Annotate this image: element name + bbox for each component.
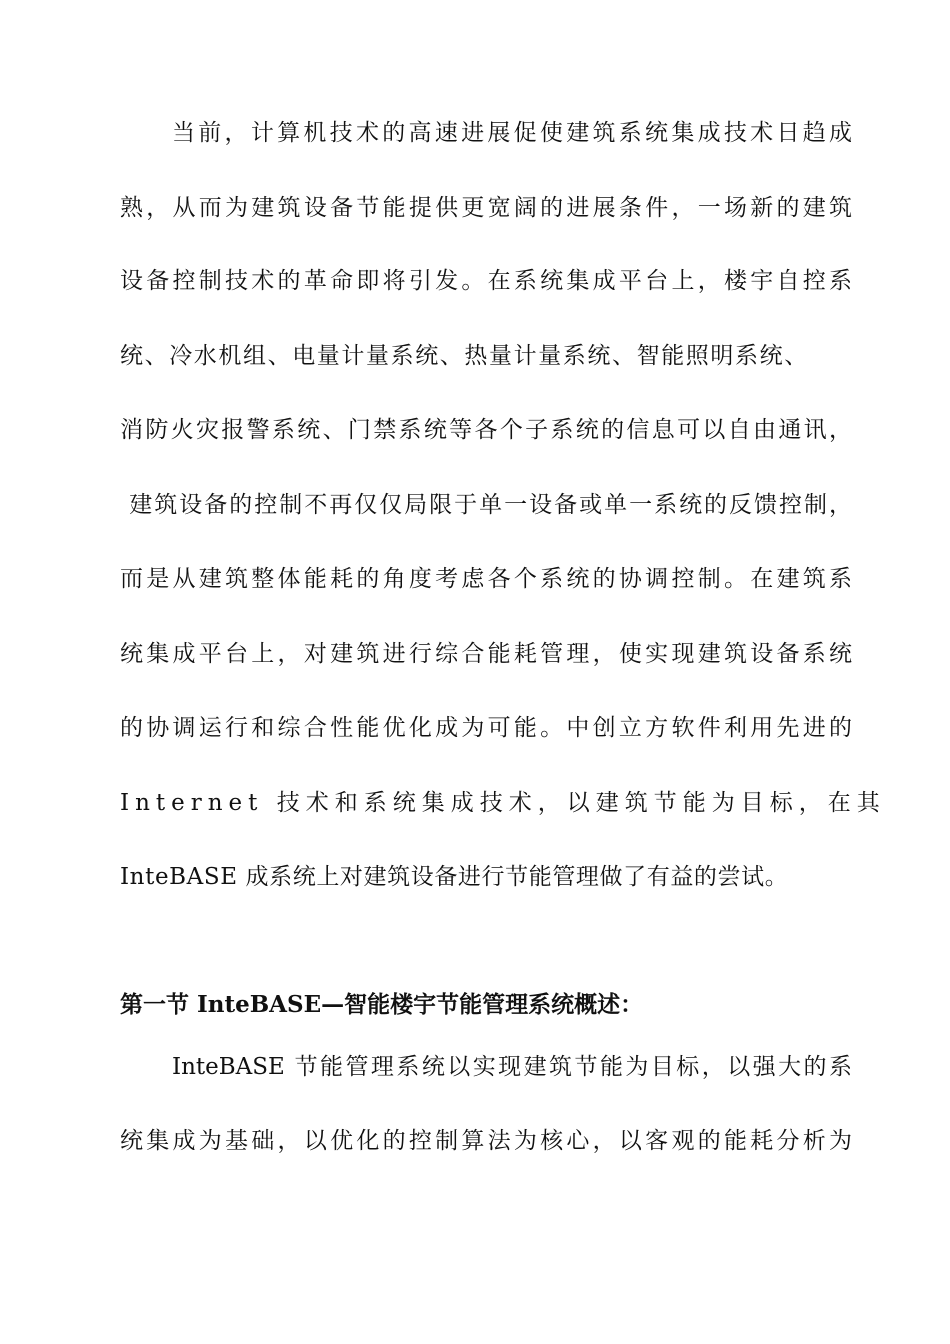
paragraph-1-line-7: 而是从建筑整体能耗的角度考虑各个系统的协调控制。在建筑系: [120, 566, 852, 592]
paragraph-1-line-9: 的协调运行和综合性能优化成为可能。中创立方软件利用先进的: [120, 715, 852, 741]
paragraph-1-line-3: 设备控制技术的革命即将引发。在系统集成平台上，楼宇自控系: [120, 268, 852, 294]
paragraph-1-line-5: 消防火灾报警系统、门禁系统等各个子系统的信息可以自由通讯，: [120, 417, 852, 443]
paragraph-2-line-1: InteBASE 节能管理系统以实现建筑节能为目标，以强大的系: [172, 1054, 852, 1080]
paragraph-2-line-2: 统集成为基础，以优化的控制算法为核心，以客观的能耗分析为: [120, 1128, 852, 1154]
paragraph-1-line-1: 当前，计算机技术的高速进展促使建筑系统集成技术日趋成: [172, 120, 852, 146]
paragraph-1-line-8: 统集成平台上，对建筑进行综合能耗管理，使实现建筑设备系统: [120, 641, 852, 667]
paragraph-1-line-10: Internet 技术和系统集成技术，以建筑节能为目标，在其: [120, 790, 886, 816]
paragraph-1-line-2: 熟，从而为建筑设备节能提供更宽阔的进展条件，一场新的建筑: [120, 195, 852, 221]
paragraph-1-line-6: 建筑设备的控制不再仅仅局限于单一设备或单一系统的反馈控制，: [120, 492, 852, 518]
paragraph-1-line-11: InteBASE 成系统上对建筑设备进行节能管理做了有益的尝试。: [120, 864, 789, 890]
paragraph-1-line-4: 统、冷水机组、电量计量系统、热量计量系统、智能照明系统、: [120, 343, 809, 369]
section-heading: 第一节 InteBASE—智能楼宇节能管理系统概述：: [120, 991, 644, 1018]
